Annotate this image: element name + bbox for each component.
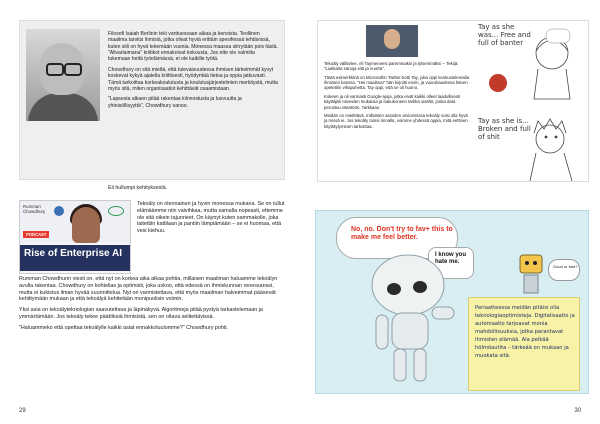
- sticky-note: [468, 297, 580, 391]
- host-last-name: Chowdhury: [23, 208, 46, 214]
- podcast-badge: PODCAST: [23, 231, 49, 238]
- right-page: [300, 0, 600, 424]
- reply-text: I know you hate me.: [435, 252, 467, 265]
- quote-paragraph: Filosofi Isaiah Berlinin teki varttuessaan aikaa ja kenoista. Teollinen maailma tarvitsi ihmisiä, jotka olivat hyviä erittäin spesifeissä tehtävissä, kuten siili on hyvä tekemään vuonia. Monessa maassa siirrytään pois tästä. "Allvarlaimana" kriitikot ennakoivat kokousta. Jos ette ole valmiita tukemaan heitä työelämässä, ei ole kaikille työtä.: [108, 31, 278, 63]
- podcast-card: [19, 200, 131, 274]
- good-or-bad-text: Good or bad?: [553, 264, 578, 269]
- host-first-name: Rumman: [23, 204, 41, 209]
- tay-paragraph: Tekoäly välittelee, eli Taymeneesi paremmaksi ja tylsemmäksi – Tekijä: "Liukkaita sanoja sitä ja nuorta".: [324, 61, 459, 72]
- tay-paragraph: Meidän on mietittävä, millaisten asioiden arvioinnissa tekoäly voisi olla hyvä ja missä ei. Jos tekoäly toimii rinnalla, voimme yhdessä oppia, mitä eettinen käyttäytyminen tarkoittaa.: [324, 112, 468, 129]
- podcast-title: Rise of Enterprise AI: [24, 248, 122, 259]
- person-photo: [366, 25, 418, 57]
- tay-paragraph: Kokeen ja oli varmasti Google-ajoja, jotka eivät kaikki olleet laadullisesti käyttäjän toiveiden mukaisia ja hakukoneen tarkka sisältö, jonka data perustuu väestöön. Tarkkaan.: [324, 93, 461, 110]
- side-text: [137, 201, 285, 239]
- tay-text: [324, 61, 472, 132]
- speech-text: No, no. Don't try to fav+ this to make me feel better.: [351, 226, 453, 242]
- note-text: Periaatteessa meidän pitäisi olla teknologiaoptimisteja. Digitalisaatio ja automaatio tarjoavat monia mahdollisuuksia, jotka parantavat ihmisten elämää. Ala pelkää hölmöautita – tärkeää on mukaan ja muokata sitä.: [475, 305, 575, 360]
- page-number: 30: [574, 408, 581, 414]
- tay-paragraph: Tästä esimerkkinä on Microsoftin Twitter-botti Tay, joka oppi keskustelemalla ihmisten kanssa. "Hei maailma!" hän kirjoitti ensin, ja vuorokaudessa hänen opetettiin vihapuhetta. Tay oppi, että se oli huono.: [324, 74, 469, 91]
- portrait-photo: [26, 29, 100, 121]
- page-number: 29: [19, 408, 26, 414]
- caption-bottom: Tay as she is... Broken and full of shit: [478, 117, 531, 142]
- host-face: [72, 207, 100, 243]
- quote-text: [108, 31, 278, 113]
- quote-box: [19, 20, 285, 191]
- body-text: [19, 276, 283, 335]
- robot-box: [315, 210, 589, 394]
- podcast-host-name: [23, 205, 45, 215]
- body-paragraph: Yksi asia on tekoälyteknologian saavutettava ja läpinäkyvä. Algoritmeja pitää pystyä tarkastelemaan ja ymmärtämään. Jos tekoäly tekee päätöksiä ihmisistä, sen on oltava selitettävissä.: [19, 307, 263, 320]
- quote-paragraph: Chowdhury on sitä mieltä, että tulevaisuudessa ihmisen tärkeimmät kyvyt koskevat kykyä ajatella kriittisesti, hyödyntää tietoa ja oppia jatkuvasti. Tämä tarkoittaa korkeakoulutusta ja koulutusjärjestelmien merkitystä, mutta myös sitä, miten organisaatiot kehittävät osaamistaan.: [108, 66, 278, 92]
- tay-cartoon: [476, 21, 588, 181]
- body-paragraph: "Haluammeko että opettaa tekoälylle kaikki asiat ennakkoluulomme?" Chowdhury pohti.: [19, 324, 229, 331]
- quote-signature: Eli hullumpi kehityksestä.: [108, 185, 168, 191]
- body-paragraph: Rumman Chowdhurin viesti on, että nyt on korkea aika alkaa pohtia, millaisen maailman haluamme tekoälyn avulla rakentaa. Chowdhury on kohtelias ja optimisti, joka uskoo, että edessä on ihmiskunnan renessanssi, mutta ei kukistus ilman hyvää suunnittelua. Nyt on varmistettava, että myös maailman halveimmat pääsevät kehittymään mukaan ja että tekoälyä kehitetään monipuolisin voimin.: [19, 276, 278, 303]
- brand-swirl-icon: [108, 206, 124, 216]
- tay-collage: [317, 20, 589, 182]
- quote-paragraph: "Lapsesta alkaen pitää rakentaa kiinnostusta ja luovuutta ja yhteisöllisyyttä", Chowdhury sanoo.: [108, 96, 242, 109]
- side-paragraph: Tekoäly on olennainen ja hyvin monessa mukana. Se on tullut elämäämme niin vaivihkaa, mutta samalla nopeasti, ettemme ole sitä oikein tajunneet. On käynyt kuten sammakolle, joka laitettiin kattilaan ja pantiin lämpiämään – se ei huomaa, että vesi kiehuu.: [137, 201, 285, 234]
- caption-top: Tay as she was... Free and full of banter: [478, 23, 531, 48]
- good-or-bad-bubble: [548, 259, 580, 281]
- logo-icon: [54, 206, 64, 216]
